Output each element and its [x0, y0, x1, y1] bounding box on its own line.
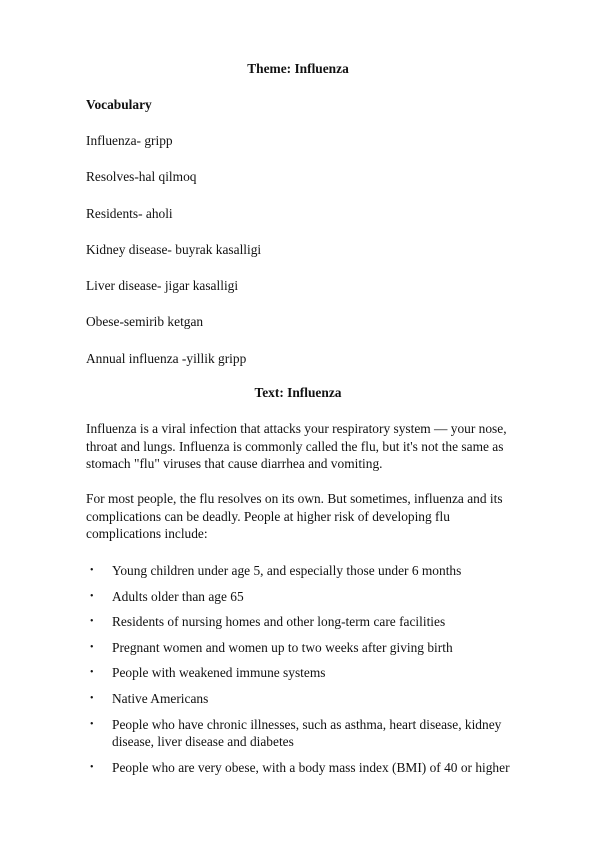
bullet-icon: • [90, 718, 94, 730]
paragraph: Influenza is a viral infection that attacks your respiratory system — your nose, throat and lungs. Influenza is commonly called the flu, but it's not the same as stomach "flu" viruses that cause diarrhea and vomiting. [86, 421, 507, 471]
list-item-text: Adults older than age 65 [112, 588, 244, 604]
list-item-text: Residents of nursing homes and other long-term care facilities [112, 614, 446, 630]
vocabulary-item: Influenza- gripp [86, 133, 173, 148]
list-item [86, 664, 536, 682]
list-item [86, 690, 536, 708]
paragraph: For most people, the flu resolves on its own. But sometimes, influenza and its complications can be deadly. People at higher risk of developing flu complications include: [86, 491, 503, 541]
bullet-icon: • [90, 761, 94, 773]
bullet-icon: • [90, 590, 94, 602]
bullet-icon: • [90, 667, 94, 679]
list-item [86, 562, 536, 580]
list-item-text: Native Americans [112, 690, 209, 706]
vocabulary-list [86, 132, 261, 386]
list-item-text: People who have chronic illnesses, such as asthma, heart disease, kidney disease, liver disease and diabetes [112, 716, 502, 750]
vocabulary-item: Kidney disease- buyrak kasalligi [86, 241, 262, 257]
vocabulary-item: Obese-semirib ketgan [86, 314, 204, 330]
bullet-icon: • [90, 692, 94, 704]
bullet-icon: • [90, 565, 94, 576]
vocabulary-item: Annual influenza -yillik gripp [86, 350, 247, 366]
vocabulary-item: Residents- aholi [86, 205, 173, 221]
list-item-text: People who are very obese, with a body mass index (BMI) of 40 or higher [112, 759, 510, 775]
list-item [86, 613, 536, 631]
vocabulary-item: Resolves-hal qilmoq [86, 169, 197, 185]
page-title: Theme: Influenza [247, 61, 349, 76]
list-item [86, 639, 536, 657]
bullet-icon: • [90, 641, 94, 653]
list-item-text: Young children under age 5, and especially those under 6 months [112, 563, 462, 578]
bullet-icon: • [90, 616, 94, 628]
list-item-text: People with weakened immune systems [112, 665, 326, 681]
list-item [86, 716, 536, 751]
list-item-text: Pregnant women and women up to two weeks after giving birth [112, 639, 453, 655]
risk-group-list [86, 562, 536, 784]
vocabulary-heading: Vocabulary [86, 97, 152, 112]
vocabulary-item: Liver disease- jigar kasalligi [86, 278, 239, 294]
list-item [86, 588, 536, 606]
text-section-title: Text: Influenza [254, 385, 342, 400]
list-item [86, 759, 536, 777]
